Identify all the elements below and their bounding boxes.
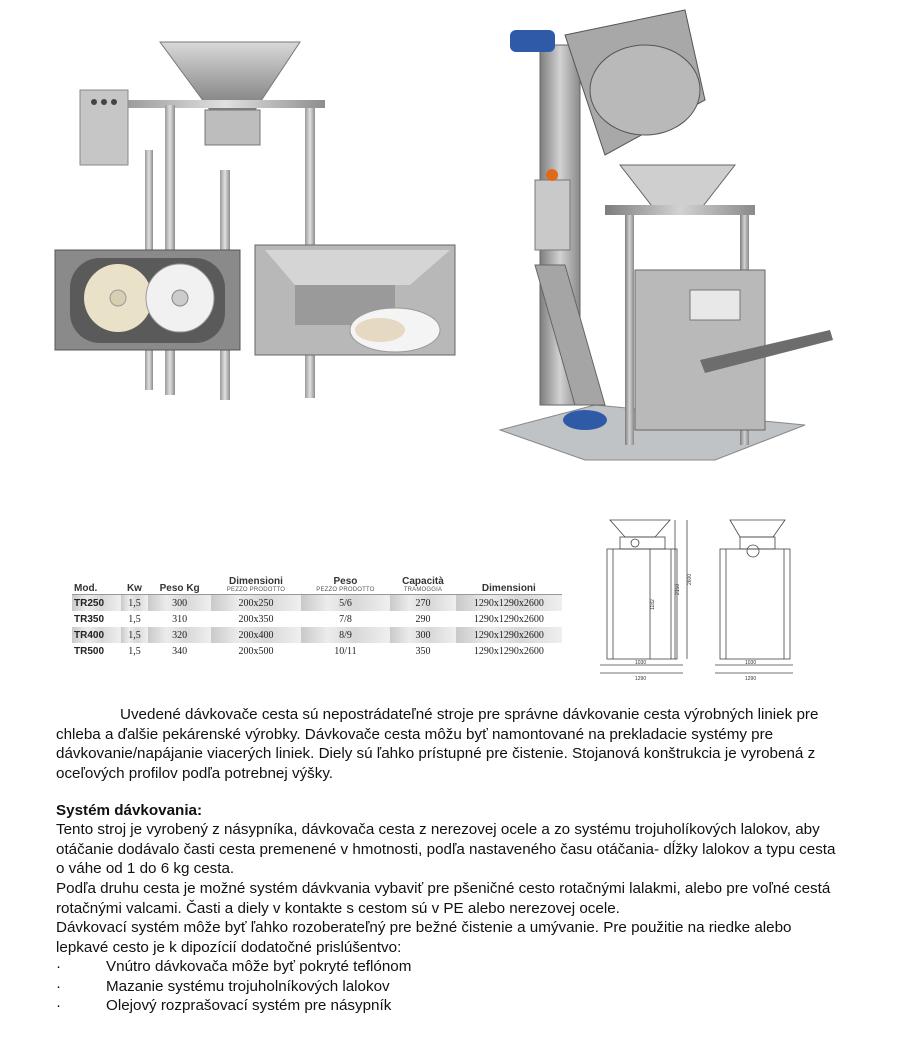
dim-label: 2150: [675, 583, 681, 595]
table-cell: 5/6: [301, 595, 390, 612]
dim-label: 1030: [745, 660, 757, 666]
table-cell: 1290x1290x2600: [456, 595, 562, 612]
table-cell: 300: [390, 627, 456, 643]
table-cell: 1,5: [121, 595, 148, 612]
bullet-dot: ·: [56, 958, 62, 975]
table-cell: 200x350: [238, 613, 274, 625]
dim-label: 1290: [635, 676, 647, 682]
table-cell: 200x500: [238, 645, 274, 657]
dim-label: 1030: [635, 660, 647, 666]
table-cell: 1,5: [121, 627, 148, 643]
table-cell: 1290x1290x2600: [473, 645, 544, 657]
list-item-text: Olejový rozprašovací systém pre násypník: [106, 997, 392, 1014]
col-header-dimensions: Dimensioni: [481, 583, 536, 594]
table-cell: 300: [148, 595, 211, 612]
section-paragraph-2: Podľa druhu cesta je možné systém dávkvania vybaviť pre pšeničné cesto rotačnými lalakmi, alebo pre voľné cestá rotačnými valcami. Časti a diely v kontakte s cestom sú v PE alebo nerezovej ocele.: [56, 880, 831, 917]
table-cell: TR250: [72, 595, 121, 612]
table-cell: 290: [415, 613, 431, 625]
col-header-piece-weight: Peso PEZZO PRODOTTO: [316, 576, 375, 593]
table-cell: 1,5: [128, 645, 141, 657]
intro-paragraph: Uvedené dávkovače cesta sú nepostrádateľné stroje pre správne dávkovanie cesta výrobných liniek pre chleba a ďalšie pekárenské výrobky. Dávkovače cesta môžu byť namontované na prekladacie systémy pre dávkovanie/napájanie viacerých liniek. Diely sú ľahko prístupné pre čistenie. Stojanová konštrukcia je vyrobená z oceľových profilov podľa potrebnej výšky.: [56, 706, 819, 782]
table-cell: 7/8: [339, 613, 352, 625]
table-cell: TR350: [74, 613, 105, 625]
bullet-dot: ·: [56, 978, 62, 995]
table-cell: 270: [390, 595, 456, 612]
table-row: [72, 595, 562, 612]
list-item: [56, 977, 390, 997]
table-cell: 1290x1290x2600: [473, 613, 544, 625]
dim-label: 1290: [745, 676, 757, 682]
table-cell: 1,5: [128, 613, 141, 625]
col-header-kw: Kw: [126, 583, 142, 594]
table-cell: 320: [148, 627, 211, 643]
bullet-dot: ·: [56, 997, 62, 1014]
machine-photo-left: [50, 30, 460, 400]
dim-label: 1182: [650, 599, 656, 610]
table-cell: TR500: [74, 645, 105, 657]
col-header-piece-dimensions: Dimensioni PEZZO PRODOTTO: [226, 576, 286, 593]
section-paragraph-1: Tento stroj je vyrobený z násypníka, dávkovača cesta z nerezovej ocele a zo systému trojuholíkových lalokov, aby otáčanie dodávalo časti cesta premenené v hmotnosti, podľa nastaveného času otáčania- dĺžky lalokov a typu cesta o váhe od 1 do 6 kg cesta.: [56, 821, 836, 877]
table-cell: TR400: [72, 627, 121, 643]
table-row: [72, 627, 562, 643]
col-header-hopper-capacity: Capacità TRAMOGGIA: [402, 576, 444, 593]
spec-table-header: [72, 572, 562, 595]
table-cell: 200x250: [211, 595, 300, 612]
technical-drawing: [595, 515, 795, 685]
table-row: [72, 611, 562, 627]
list-item: [56, 996, 391, 1016]
dim-label: 2600: [687, 573, 693, 585]
col-header-model: Mod.: [74, 583, 98, 594]
table-row: [72, 643, 562, 659]
section-heading: Systém dávkovania:: [56, 802, 203, 819]
table-cell: 10/11: [334, 645, 357, 657]
table-cell: 1290x1290x2600: [456, 627, 562, 643]
table-cell: 8/9: [301, 627, 390, 643]
table-cell: 310: [172, 613, 188, 625]
list-item-text: Mazanie systému trojuholníkových lalokov: [106, 978, 390, 995]
list-item-text: Vnútro dávkovača môže byť pokryté teflónom: [106, 958, 412, 975]
machine-photo-right: [495, 5, 835, 465]
table-cell: 200x400: [211, 627, 300, 643]
col-header-weight: Peso Kg: [159, 583, 200, 594]
table-cell: 340: [172, 645, 188, 657]
spec-table: [72, 572, 562, 659]
table-cell: 350: [415, 645, 431, 657]
section-paragraph-3: Dávkovací systém môže byť ľahko rozoberateľný pre bežné čistenie a umývanie. Pre použitie na riedke alebo lepkavé cesto je k dipozícií dodatočné prislúšentvo:: [56, 919, 792, 956]
list-item: [56, 957, 411, 977]
